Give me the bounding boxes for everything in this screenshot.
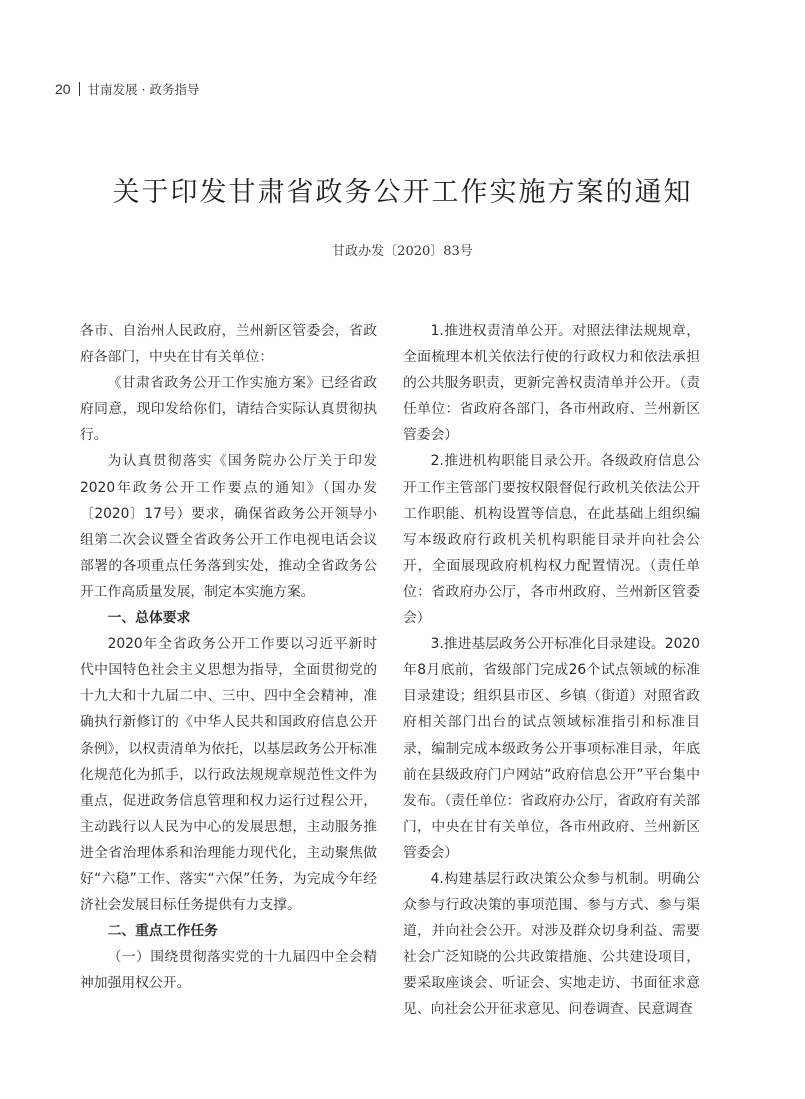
running-header bbox=[55, 80, 200, 98]
left-column bbox=[80, 318, 377, 996]
salutation-paragraph: 各市、自治州人民政府，兰州新区管委会，省政府各部门，中央在甘有关单位： bbox=[80, 323, 377, 366]
document-number: 甘政办发〔2020〕83号 bbox=[332, 244, 473, 259]
body-paragraph: 为认真贯彻落实《国务院办公厅关于印发2020年政务公开工作要点的通知》（国办发〔2020〕17号）要求，确保省政务公开领导小组第二次会议暨全省政务公开工作电视电话会议部署的各项重点任务落到实处，推动全省政务公开工作高质量发展，制定本实施方案。 bbox=[80, 453, 377, 600]
body-paragraph: 1.推进权责清单公开。对照法律法规规章，全面梳理本机关依法行使的行政权力和依法承担的公共服务职责，更新完善权责清单并公开。（责任单位：省政府各部门，各市州政府、兰州新区管委会） bbox=[403, 323, 700, 444]
subsection-heading: （一）围绕贯彻落实党的十九届四中全会精神加强用权公开。 bbox=[80, 949, 377, 992]
body-paragraph: 2.推进机构职能目录公开。各级政府信息公开工作主管部门要按权限督促行政机关依法公开工作职能、机构设置等信息，在此基础上组织编写本级政府行政机关机构职能目录并向社会公开，全面展现政府机构权力配置情况。（责任单位：省政府办公厅，各市州政府、兰州新区管委会） bbox=[403, 453, 700, 627]
section-heading: 二、重点工作任务 bbox=[107, 923, 218, 940]
document-title: 关于印发甘肃省政务公开工作实施方案的通知 bbox=[112, 177, 693, 208]
section-heading: 一、总体要求 bbox=[107, 610, 191, 627]
header-divider bbox=[79, 82, 80, 96]
body-paragraph: 4.构建基层行政决策公众参与机制。明确公众参与行政决策的事项范围、参与方式、参与渠道，并向社会公开。对涉及群众切身利益、需要社会广泛知晓的公共政策措施、公共建设项目，要采取座谈会、听证会、实地走访、书面征求意见、向社会公开征求意见、问卷调查、民意调查 bbox=[403, 870, 700, 1018]
body-paragraph: 3.推进基层政务公开标准化目录建设。2020年8月底前，省级部门完成26个试点领域的标准目录建设；组织县市区、乡镇（街道）对照省政府相关部门出台的试点领域标准指引和标准目录，编制完成本级政务公开事项标准目录，年底前在县级政府门户网站“政府信息公开”平台集中发布。（责任单位：省政府办公厅，省政府有关部门，中央在甘有关单位，各市州政府、兰州新区管委会） bbox=[403, 636, 700, 861]
section-name: 甘南发展 · 政务指导 bbox=[87, 82, 200, 97]
right-column bbox=[403, 318, 700, 1023]
page-number: 20 bbox=[55, 81, 71, 97]
body-paragraph: 2020年全省政务公开工作要以习近平新时代中国特色社会主义思想为指导，全面贯彻党的十九大和十九届二中、三中、四中全会精神，准确执行新修订的《中华人民共和国政府信息公开条例》，以权责清单为依托，以基层政务公开标准化规范化为抓手，以行政法规规章规范性文件为重点，促进政务信息管理和权力运行过程公开，主动践行以人民为中心的发展思想，主动服务推进全省治理体系和治理能力现代化，主动聚焦做好“六稳”工作、落实“六保”任务，为完成今年经济社会发展目标任务提供有力支撑。 bbox=[80, 636, 377, 914]
body-paragraph: 《甘肃省政务公开工作实施方案》已经省政府同意，现印发给你们，请结合实际认真贯彻执行。 bbox=[80, 375, 377, 444]
